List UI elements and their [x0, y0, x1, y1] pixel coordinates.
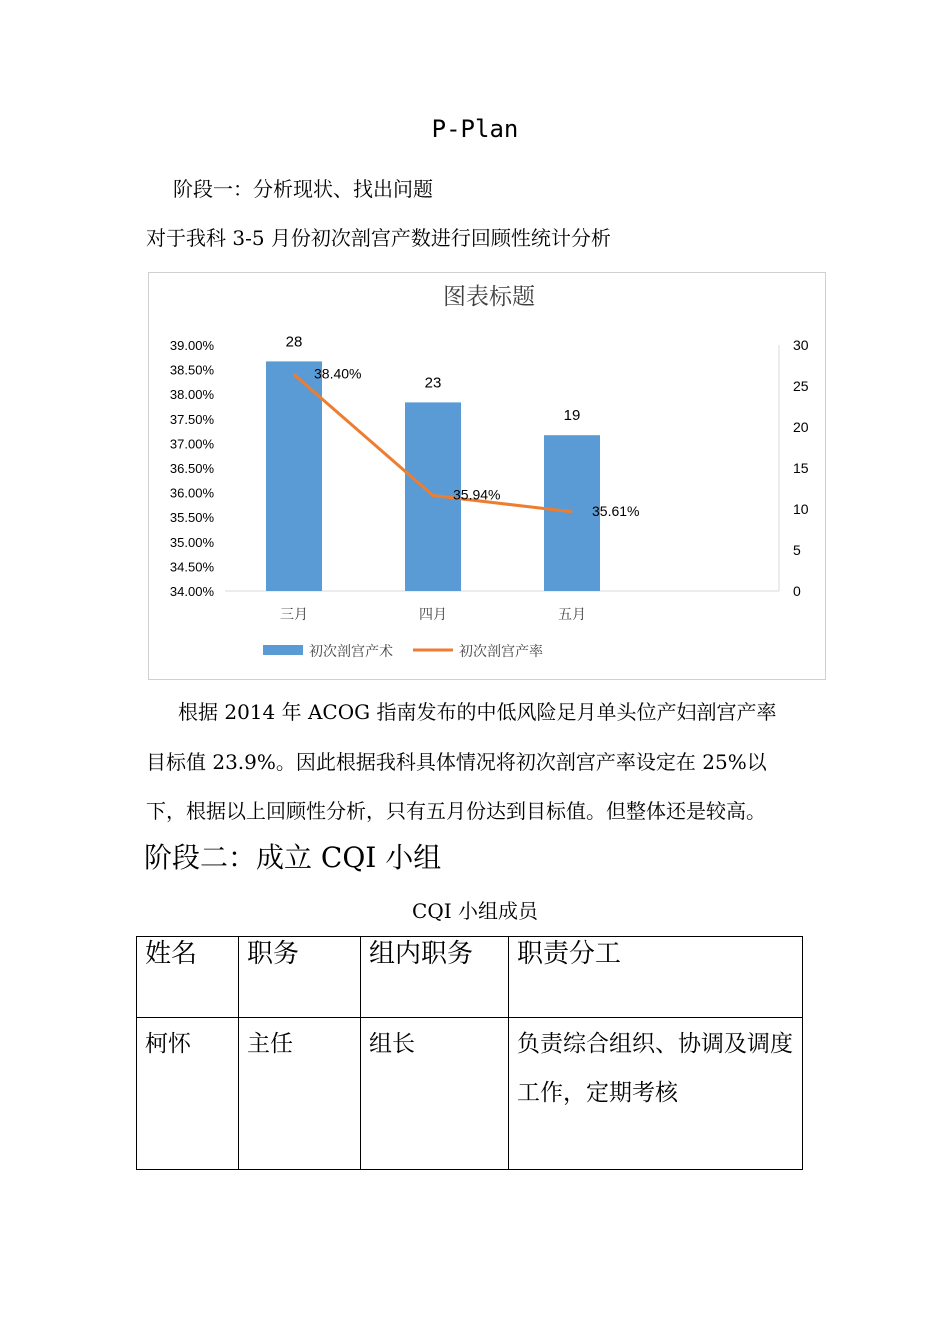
- line-data-label: 35.61%: [592, 502, 640, 519]
- document-title: P-Plan: [431, 115, 519, 143]
- line-data-label: 38.40%: [314, 365, 362, 382]
- stage-one-heading: 阶段一：分析现状、找出问题: [173, 177, 433, 201]
- table-caption: CQI 小组成员: [412, 899, 538, 923]
- paragraph-line: 根据 2014 年 ACOG 指南发布的中低风险足月单头位产妇剖宫产率: [178, 700, 777, 724]
- header-group-role: 组内职务: [361, 937, 509, 1018]
- line-data-label: 35.94%: [453, 486, 501, 503]
- legend-bar-swatch: [263, 645, 303, 655]
- category-label: 四月: [419, 607, 447, 623]
- left-axis-tick-label: 34.00%: [169, 584, 214, 599]
- header-duties: 职责分工: [509, 937, 803, 1018]
- right-axis-tick-label: 0: [793, 583, 801, 599]
- bar-data-label: 19: [563, 407, 581, 425]
- category-label: 五月: [558, 607, 586, 623]
- right-axis-tick-label: 25: [793, 378, 809, 394]
- left-axis-tick-label: 34.50%: [169, 559, 214, 575]
- paragraph-line: 目标值 23.9%。因此根据我科具体情况将初次剖宫产率设定在 25%以: [146, 750, 767, 774]
- left-axis-tick-label: 35.00%: [169, 534, 214, 550]
- right-axis-tick-label: 5: [793, 542, 801, 558]
- right-axis-tick-label: 30: [793, 337, 809, 353]
- category-label: 三月: [280, 607, 308, 623]
- right-axis-tick-label: 15: [793, 460, 809, 476]
- intro-text: 对于我科 3-5 月份初次剖宫产数进行回顾性统计分析: [146, 226, 611, 250]
- table-header-row: [137, 937, 803, 1018]
- bar-data-label: 23: [424, 374, 442, 392]
- cell-name: 柯怀: [137, 1018, 239, 1170]
- bar: [266, 361, 322, 591]
- stage-two-heading: 阶段二：成立 CQI 小组: [144, 841, 442, 874]
- cell-duties: 负责综合组织、协调及调度工作，定期考核: [509, 1018, 803, 1170]
- chart-title: 图表标题: [443, 283, 535, 309]
- right-axis-tick-label: 10: [793, 501, 809, 517]
- right-axis-tick-label: 20: [793, 419, 809, 435]
- combo-chart: [149, 273, 825, 679]
- left-axis-tick-label: 38.00%: [169, 387, 214, 403]
- left-axis-tick-label: 36.00%: [169, 485, 214, 501]
- table-row: [137, 1018, 803, 1170]
- legend-line-label: 初次剖宫产率: [459, 644, 543, 660]
- left-axis-tick-label: 37.50%: [169, 411, 214, 427]
- header-name: 姓名: [137, 937, 239, 1018]
- left-axis-tick-label: 39.00%: [169, 338, 214, 353]
- left-axis-tick-label: 37.00%: [169, 436, 214, 452]
- paragraph-line: 下，根据以上回顾性分析，只有五月份达到目标值。但整体还是较高。: [146, 799, 766, 823]
- bar-data-label: 28: [285, 333, 303, 351]
- legend-bar-label: 初次剖宫产术: [309, 644, 393, 660]
- cell-position: 主任: [239, 1018, 361, 1170]
- members-table: [136, 936, 803, 1170]
- chart-container: [148, 272, 826, 680]
- left-axis-tick-label: 36.50%: [169, 461, 214, 476]
- left-axis-tick-label: 35.50%: [169, 510, 214, 526]
- left-axis-tick-label: 38.50%: [169, 362, 214, 378]
- header-position: 职务: [239, 937, 361, 1018]
- cell-group-role: 组长: [361, 1018, 509, 1170]
